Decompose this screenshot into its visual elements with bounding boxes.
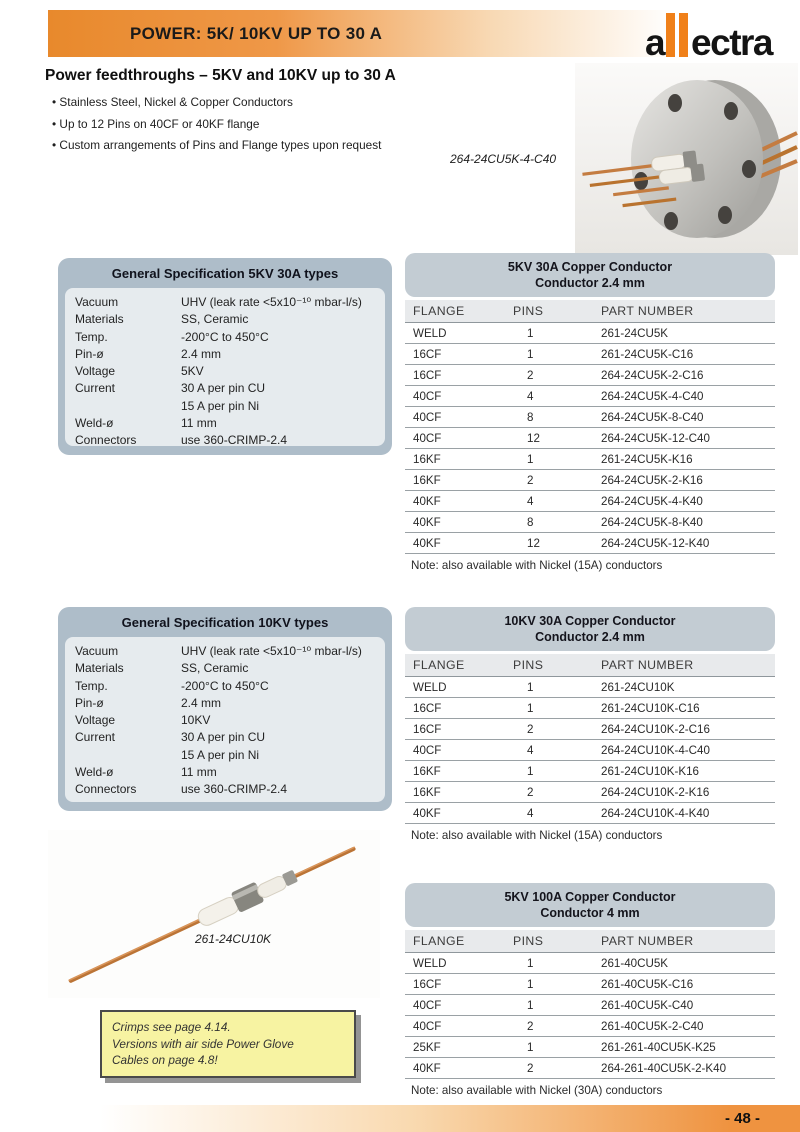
- table-row: [405, 698, 775, 719]
- table-cell: 40CF: [405, 1016, 513, 1037]
- table-cell: 12: [513, 533, 601, 554]
- table-cell: 2: [513, 1016, 601, 1037]
- table-cell: 264-24CU5K-8-C40: [601, 407, 775, 428]
- table-cell: Materials: [75, 661, 124, 676]
- table-cell: Connectors: [75, 782, 137, 797]
- table-cell: 261-24CU10K-K16: [601, 761, 775, 782]
- page-footer-bar: [100, 1105, 800, 1132]
- table-cell: Weld-ø: [75, 416, 114, 431]
- parts-table-head: [405, 654, 775, 677]
- page-number: - 48 -: [724, 1110, 760, 1127]
- page-header-bar: [48, 10, 700, 64]
- parts-table-title-line1: 10KV 30A Copper Conductor: [504, 614, 676, 628]
- table-cell: 16KF: [405, 470, 513, 491]
- logo-ll-bars: [666, 13, 688, 57]
- table-cell: 40CF: [405, 428, 513, 449]
- bullet-item: • Stainless Steel, Nickel & Copper Conductors: [52, 92, 424, 114]
- table-cell: Pin-ø: [75, 695, 104, 710]
- spec-box-body: [65, 288, 385, 446]
- table-cell: 1: [513, 974, 601, 995]
- table-row: [405, 761, 775, 782]
- table-cell: Voltage: [75, 364, 116, 379]
- table-cell: 1: [513, 995, 601, 1016]
- table-cell: SS, Ceramic: [181, 312, 249, 327]
- table-cell: 15 A per pin Ni: [181, 398, 260, 413]
- table-row: [405, 533, 775, 554]
- table-cell: 12: [513, 428, 601, 449]
- table-cell: Current: [75, 730, 116, 745]
- table-cell: Pin-ø: [75, 346, 104, 361]
- parts-table-title-line1: 5KV 30A Copper Conductor: [507, 260, 673, 274]
- table-cell: 264-24CU5K-2-C16: [601, 365, 775, 386]
- table-cell: -200°C to 450°C: [181, 329, 269, 344]
- table-cell: 261-261-40CU5K-K25: [601, 1037, 775, 1058]
- parts-table-title: [405, 883, 775, 927]
- table-cell: Vacuum: [75, 295, 119, 309]
- table-cell: 264-24CU5K-12-K40: [601, 533, 775, 554]
- table-cell: -200°C to 450°C: [181, 678, 269, 693]
- header-row: [405, 930, 775, 953]
- table-cell: 2: [513, 782, 601, 803]
- logo-text-suffix: ectra: [691, 22, 772, 64]
- table-cell: 261-24CU10K: [601, 677, 775, 698]
- table-cell: [75, 398, 181, 415]
- table-cell: 261-40CU5K-C40: [601, 995, 775, 1016]
- photo-caption-feedthrough: 261-24CU10K: [195, 932, 272, 946]
- column-header-flange: FLANGE: [405, 300, 513, 323]
- table-row: [405, 1058, 775, 1079]
- parts-table-title: [405, 607, 775, 651]
- table-cell: 8: [513, 407, 601, 428]
- table-cell: 2.4 mm: [181, 346, 222, 361]
- spec-box-body: [65, 637, 385, 802]
- column-header-pins: PINS: [513, 930, 601, 953]
- table-row: [75, 311, 362, 328]
- table-cell: 264-24CU10K-4-K40: [601, 803, 775, 824]
- table-cell: UHV (leak rate <5x10⁻¹⁰ mbar-l/s): [181, 644, 362, 658]
- table-cell: 1: [513, 449, 601, 470]
- table-cell: use 360-CRIMP-2.4: [181, 433, 288, 448]
- table-cell: SS, Ceramic: [181, 661, 249, 676]
- table-cell: 4: [513, 491, 601, 512]
- table-cell: 264-24CU5K-4-K40: [601, 491, 775, 512]
- table-row: [405, 995, 775, 1016]
- table-row: [75, 660, 362, 677]
- table-cell: use 360-CRIMP-2.4: [181, 782, 288, 797]
- table-cell: 16CF: [405, 719, 513, 740]
- table-cell: 16CF: [405, 698, 513, 719]
- parts-table-title-line1: 5KV 100A Copper Conductor: [504, 890, 676, 904]
- table-row: [405, 365, 775, 386]
- table-row: [405, 407, 775, 428]
- table-row: [405, 449, 775, 470]
- parts-table-5kv-100a: [405, 883, 775, 1097]
- table-cell: Temp.: [75, 329, 108, 344]
- table-row: [75, 380, 362, 397]
- table-cell: 16CF: [405, 365, 513, 386]
- table-cell: Connectors: [75, 433, 137, 448]
- table-row: [405, 974, 775, 995]
- spec-box-10kv: [58, 607, 392, 811]
- parts-table-head: [405, 300, 775, 323]
- flange-illustration: [575, 63, 798, 255]
- table-cell: 1: [513, 344, 601, 365]
- parts-table-body: [405, 323, 775, 554]
- table-cell: UHV (leak rate <5x10⁻¹⁰ mbar-l/s): [181, 295, 362, 309]
- parts-table: [405, 930, 775, 1079]
- table-cell: 261-24CU10K-C16: [601, 698, 775, 719]
- table-note: Note: also available with Nickel (30A) conductors: [411, 1084, 663, 1097]
- table-row: [405, 719, 775, 740]
- table-row: [405, 323, 775, 344]
- table-row: [405, 1016, 775, 1037]
- table-row: [405, 512, 775, 533]
- table-cell: 40CF: [405, 740, 513, 761]
- table-cell: Current: [75, 381, 116, 396]
- column-header-flange: FLANGE: [405, 654, 513, 677]
- product-photo-flange: [575, 63, 798, 255]
- table-row: [75, 363, 362, 380]
- table-cell: 40KF: [405, 803, 513, 824]
- table-cell: 261-24CU5K-K16: [601, 449, 775, 470]
- spec-box-5kv: [58, 258, 392, 455]
- table-row: [75, 695, 362, 712]
- bullet-item: • Up to 12 Pins on 40CF or 40KF flange: [52, 114, 424, 136]
- table-cell: 4: [513, 386, 601, 407]
- table-row: [405, 953, 775, 974]
- table-row: [405, 386, 775, 407]
- note-line: Versions with air side Power Glove: [112, 1036, 294, 1051]
- page-title: POWER: 5K/ 10KV UP TO 30 A: [130, 23, 383, 43]
- table-row: [75, 415, 362, 432]
- table-cell: 11 mm: [181, 416, 217, 431]
- parts-table: [405, 654, 775, 824]
- table-row: [405, 803, 775, 824]
- table-cell: 1: [513, 761, 601, 782]
- table-row: [405, 1037, 775, 1058]
- table-cell: 264-24CU10K-4-C40: [601, 740, 775, 761]
- table-row: [75, 729, 362, 746]
- parts-table-title-line2: Conductor 2.4 mm: [535, 276, 645, 290]
- table-row: [75, 764, 362, 781]
- table-cell: 261-24CU5K-C16: [601, 344, 775, 365]
- table-cell: 15 A per pin Ni: [181, 747, 260, 762]
- table-cell: 1: [513, 677, 601, 698]
- parts-table-5kv-30a: [405, 253, 775, 572]
- photo-caption-flange: 264-24CU5K-4-C40: [450, 152, 557, 166]
- table-row: [75, 346, 362, 363]
- spec-table-body: [75, 643, 362, 799]
- table-cell: 264-24CU10K-2-K16: [601, 782, 775, 803]
- table-row: [75, 712, 362, 729]
- table-cell: 40CF: [405, 995, 513, 1016]
- table-row: [405, 470, 775, 491]
- table-cell: 264-24CU5K-2-K16: [601, 470, 775, 491]
- logo-text-prefix: a: [644, 22, 665, 64]
- cross-reference-note: [100, 1010, 356, 1078]
- logo-bar-icon: [666, 13, 675, 57]
- table-cell: 11 mm: [181, 765, 217, 780]
- table-row: [405, 344, 775, 365]
- table-cell: 16KF: [405, 761, 513, 782]
- table-row: [75, 398, 362, 415]
- table-cell: 1: [513, 1037, 601, 1058]
- table-row: [75, 747, 362, 764]
- table-cell: 4: [513, 803, 601, 824]
- table-row: [405, 491, 775, 512]
- header-row: [405, 654, 775, 677]
- table-cell: 16KF: [405, 782, 513, 803]
- feature-bullet-list: [52, 92, 424, 157]
- table-cell: 40KF: [405, 1058, 513, 1079]
- table-note: Note: also available with Nickel (15A) conductors: [411, 559, 663, 572]
- table-cell: 264-24CU5K-8-K40: [601, 512, 775, 533]
- table-cell: Weld-ø: [75, 765, 114, 780]
- table-cell: 2.4 mm: [181, 695, 222, 710]
- table-cell: 30 A per pin CU: [181, 381, 266, 396]
- table-cell: 264-24CU10K-2-C16: [601, 719, 775, 740]
- table-cell: 264-261-40CU5K-2-K40: [601, 1058, 775, 1079]
- table-cell: 16CF: [405, 974, 513, 995]
- table-cell: 40KF: [405, 533, 513, 554]
- parts-table-title-line2: Conductor 4 mm: [540, 906, 640, 920]
- table-row: [75, 329, 362, 346]
- table-cell: 4: [513, 740, 601, 761]
- column-header-pins: PINS: [513, 300, 601, 323]
- table-cell: 264-24CU5K-4-C40: [601, 386, 775, 407]
- table-row: [405, 782, 775, 803]
- table-cell: 261-40CU5K-2-C40: [601, 1016, 775, 1037]
- column-header-flange: FLANGE: [405, 930, 513, 953]
- spec-table-body: [75, 294, 362, 450]
- table-cell: 30 A per pin CU: [181, 730, 266, 745]
- table-cell: 40KF: [405, 491, 513, 512]
- product-photo-feedthrough: [48, 830, 380, 998]
- table-cell: 16KF: [405, 449, 513, 470]
- column-header-part-number: PART NUMBER: [601, 300, 775, 323]
- column-header-part-number: PART NUMBER: [601, 930, 775, 953]
- table-cell: 2: [513, 1058, 601, 1079]
- table-cell: WELD: [405, 953, 513, 974]
- note-line: Crimps see page 4.14.: [112, 1020, 231, 1034]
- table-cell: 261-24CU5K: [601, 323, 775, 344]
- parts-table-10kv-30a: [405, 607, 775, 842]
- table-cell: 1: [513, 698, 601, 719]
- table-cell: Voltage: [75, 713, 116, 728]
- table-cell: 1: [513, 953, 601, 974]
- table-cell: 10KV: [181, 713, 211, 728]
- table-cell: 40CF: [405, 386, 513, 407]
- table-cell: 25KF: [405, 1037, 513, 1058]
- table-cell: Temp.: [75, 678, 108, 693]
- allectra-logo: [644, 10, 772, 64]
- spec-box-title: General Specification 10KV types: [121, 614, 329, 630]
- bullet-item: • Custom arrangements of Pins and Flange types upon request: [52, 135, 424, 157]
- table-cell: 2: [513, 365, 601, 386]
- parts-table-title-line2: Conductor 2.4 mm: [535, 630, 645, 644]
- table-note: Note: also available with Nickel (15A) conductors: [411, 829, 663, 842]
- table-cell: 8: [513, 512, 601, 533]
- table-row: [405, 677, 775, 698]
- table-cell: 261-40CU5K-C16: [601, 974, 775, 995]
- table-row: [75, 781, 362, 798]
- logo-bar-icon: [679, 13, 688, 57]
- note-line: Cables on page 4.8!: [112, 1053, 218, 1067]
- feedthrough-illustration: [48, 830, 380, 998]
- parts-table-title: [405, 253, 775, 297]
- section-heading: Power feedthroughs – 5KV and 10KV up to 30 A: [45, 67, 396, 84]
- table-cell: Vacuum: [75, 644, 119, 658]
- table-cell: 261-40CU5K: [601, 953, 775, 974]
- parts-table-body: [405, 677, 775, 824]
- table-row: [405, 428, 775, 449]
- table-cell: 40KF: [405, 512, 513, 533]
- table-cell: 2: [513, 719, 601, 740]
- parts-table-head: [405, 930, 775, 953]
- table-cell: [75, 747, 181, 764]
- column-header-part-number: PART NUMBER: [601, 654, 775, 677]
- table-cell: WELD: [405, 677, 513, 698]
- table-row: [75, 678, 362, 695]
- parts-table: [405, 300, 775, 554]
- spec-table: [75, 643, 362, 799]
- table-cell: 1: [513, 323, 601, 344]
- table-cell: Materials: [75, 312, 124, 327]
- table-cell: 264-24CU5K-12-C40: [601, 428, 775, 449]
- column-header-pins: PINS: [513, 654, 601, 677]
- table-cell: 40CF: [405, 407, 513, 428]
- spec-box-title: General Specification 5KV 30A types: [111, 265, 339, 281]
- table-row: [405, 740, 775, 761]
- table-row: [75, 432, 362, 449]
- spec-table: [75, 294, 362, 450]
- table-cell: WELD: [405, 323, 513, 344]
- parts-table-body: [405, 953, 775, 1079]
- table-cell: 2: [513, 470, 601, 491]
- table-cell: 16CF: [405, 344, 513, 365]
- table-row: [75, 294, 362, 311]
- table-row: [75, 643, 362, 660]
- table-cell: 5KV: [181, 364, 204, 379]
- header-row: [405, 300, 775, 323]
